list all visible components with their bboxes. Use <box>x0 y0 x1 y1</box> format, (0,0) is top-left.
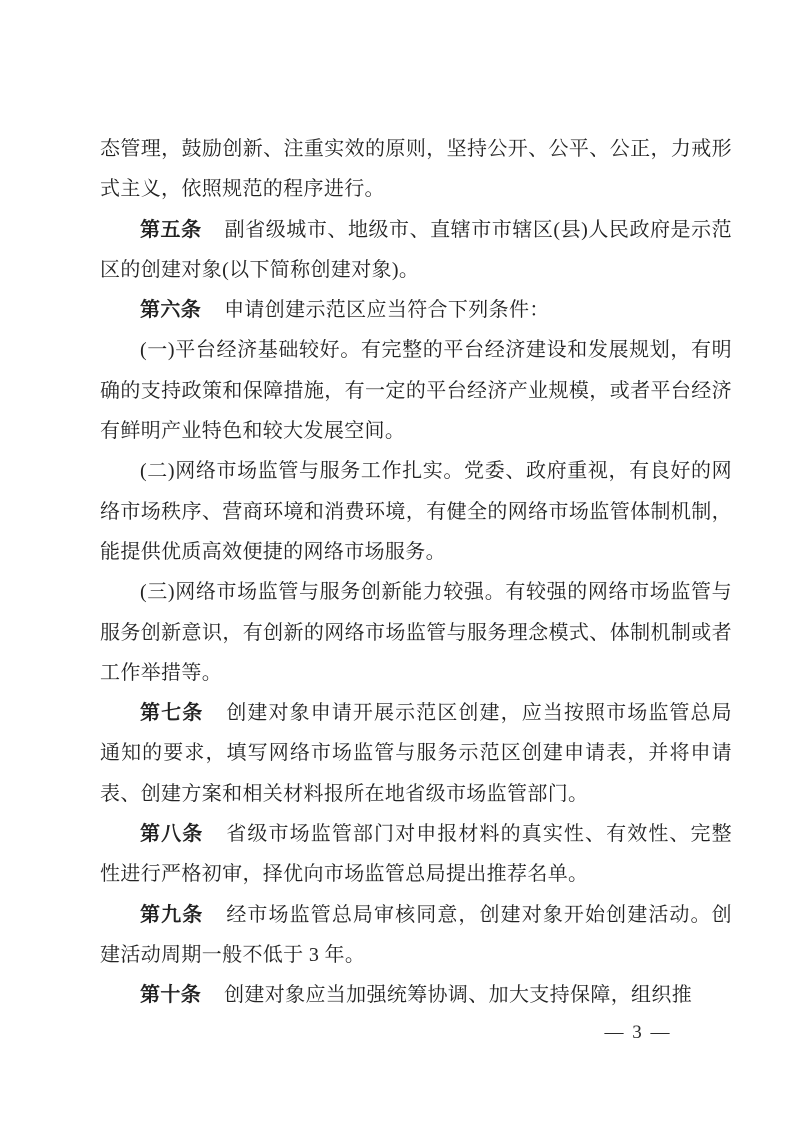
paragraph <box>100 129 732 210</box>
article-number: 第五条 <box>140 218 202 241</box>
article-number: 第八条 <box>140 823 204 846</box>
paragraph <box>100 330 732 451</box>
article-number: 第七条 <box>140 702 204 725</box>
paragraph <box>100 210 732 291</box>
paragraph-text: 创建对象申请开展示范区创建，应当按照市场监管总局通知的要求，填写网络市场监管与服务示范区创建申请表，并将申请表、创建方案和相关材料报所在地省级市场监管部门。 <box>100 702 732 805</box>
paragraph-text: 申请创建示范区应当符合下列条件： <box>224 299 550 322</box>
paragraph-text: 省级市场监管部门对申报材料的真实性、有效性、完整性进行严格初审，择优向市场监管总局提出推荐名单。 <box>100 823 732 886</box>
paragraph-text: 经市场监管总局审核同意，创建对象开始创建活动。创建活动周期一般不低于 3 年。 <box>100 903 732 966</box>
page-number: — 3 — <box>604 1022 672 1043</box>
paragraph-text: 副省级城市、地级市、直辖市市辖区(县)人民政府是示范区的创建对象(以下简称创建对象)。 <box>100 218 733 281</box>
article-number: 第六条 <box>140 299 202 322</box>
paragraph <box>100 290 732 330</box>
article-number: 第十条 <box>140 984 202 1007</box>
paragraph <box>100 451 732 572</box>
paragraph-text: 态管理，鼓励创新、注重实效的原则，坚持公开、公平、公正，力戒形式主义，依照规范的程序进行。 <box>100 138 732 201</box>
paragraph <box>100 975 732 1015</box>
paragraph <box>100 693 732 814</box>
document-body <box>100 129 732 1016</box>
paragraph-text: (二)网络市场监管与服务工作扎实。党委、政府重视，有良好的网络市场秩序、营商环境和消费环境，有健全的网络市场监管体制机制，能提供优质高效便捷的网络市场服务。 <box>100 460 732 563</box>
paragraph-text: (一)平台经济基础较好。有完整的平台经济建设和发展规划，有明确的支持政策和保障措施，有一定的平台经济产业规模，或者平台经济有鲜明产业特色和较大发展空间。 <box>100 339 732 443</box>
paragraph <box>100 895 732 976</box>
paragraph-text: 创建对象应当加强统筹协调、加大支持保障，组织推 <box>224 984 693 1007</box>
paragraph <box>100 814 732 895</box>
paragraph-text: (三)网络市场监管与服务创新能力较强。有较强的网络市场监管与服务创新意识，有创新的网络市场监管与服务理念模式、体制机制或者工作举措等。 <box>100 581 732 684</box>
paragraph <box>100 572 732 693</box>
article-number: 第九条 <box>140 903 204 926</box>
